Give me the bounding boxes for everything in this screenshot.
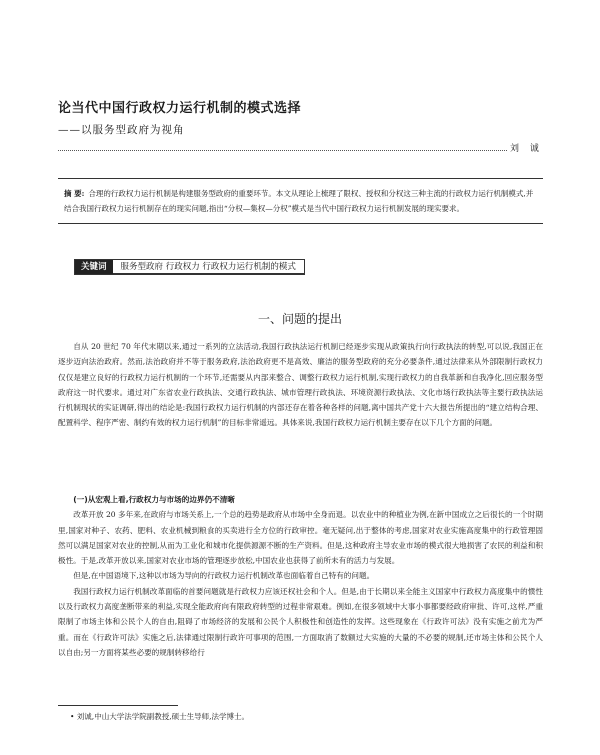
abstract-label: 摘 要: — [64, 189, 85, 198]
author-name: 刘 诚 — [508, 141, 545, 154]
section-heading: 一、问题的提出 — [257, 312, 342, 326]
paragraph: 我国行政权力运行机制改革面临的首要问题就是行政权力应该还权社会和个人。但是,由于长期以来全能主义国家中行政权力高度集中的惯性以及行政权力高度垄断带来的利益,实现全能政府向有限政府转型的过程非常艰难。例如,在很多领域中大事小事都要经政府审批、许可,这样,严重限制了市场主体和公民个人的自由,阻碍了市场经济的发展和公民个人积极性和创造性的发挥。这些现象在《行政许可法》没有实施之前尤为严重。而在《行政许可法》实施之后,法律通过限制行政许可事项的范围,一方面取消了数额过大实施的大量的不必要的规制,还市场主体和公民个人以自由;另一方面将某些必要的规制转移给行 — [58, 586, 543, 657]
paragraph: 但是,在中国语境下,这种以市场为导向的行政权力运行机制改革也面临着自己特有的问题。 — [73, 571, 375, 581]
keywords-bar — [74, 259, 305, 275]
footnote-divider — [58, 705, 178, 706]
paper-subtitle: ——以服务型政府为视角 — [58, 124, 185, 136]
dotted-divider — [58, 150, 543, 151]
abstract-text: 合理的行政权力运行机制是构建服务型政府的重要环节。本文从理论上梳理了限权、授权和分权这三种主流的行政权力运行机制模式,并结合我国行政权力运行机制存在的现实问题,指出“分权—集权—分权”模式是当代中国行政权力运行机制发展的现实要求。 — [64, 189, 534, 213]
body-text-block-2 — [58, 492, 543, 660]
paragraph: 改革开放 20 多年来,在政府与市场关系上,一个总的趋势是政府从市场中全身而退。以农业中的种植业为例,在新中国成立之后很长的一个时期里,国家对种子、农药、肥料、农业机械到粮食的买卖进行全方位的行政审控。毫无疑问,出于整体的考虑,国家对农业实施高度集中的行政管理固然可以满足国家对农业的控制,从而为工业化和城市化提供源源不断的生产资料。但是,这种政府主导农业市场的模式很大地损害了农民的利益和积极性。于是,改革开放以来,国家对农业市场的管理逐步放松,中国农业也获得了前所未有的活力与发展。 — [58, 510, 543, 566]
keywords-text: 服务型政府 行政权力 行政权力运行机制的模式 — [113, 260, 304, 274]
abstract-box — [58, 178, 543, 224]
paper-title: 论当代中国行政权力运行机制的模式选择 — [58, 101, 302, 116]
author-footnote: • 刘诚,中山大学法学院副教授,硕士生导师,法学博士。 — [70, 712, 249, 721]
body-text-block-1 — [58, 339, 543, 431]
paragraph: 自从 20 世纪 70 年代末期以来,通过一系列的立法活动,我国行政执法运行机制已经逐步实现从政策执行向行政执法的转型,可以说,我国正在逐步迈向法治政府。然而,法治政府并不等于服务政府,法治政府更不是高效、廉洁的服务型政府的充分必要条件,通过法律来从外部限制行政权力仅仅是建立良好的行政权力运行机制的一个环节,还需要从内部来整合、调整行政权力运行机制,实现行政权力的自我革新和自我净化,回应服务型政府这一时代要求。通过对广东省农业行政执法、交通行政执法、城市管理行政执法、环境资源行政执法、文化市场行政执法等主要行政执法运行机制现状的实证调研,得出的结论是:我国行政权力运行机制的内部还存在着各种各样的问题,离中国共产党十六大报告所提出的“建立结构合理、配置科学、程序严密、制约有效的权力运行机制”的目标非常遥远。具体来说,我国行政权力运行机制主要存在以下几个方面的问题。 — [58, 342, 543, 428]
subsection-heading: (一)从宏观上看,行政权力与市场的边界仍不清晰 — [73, 495, 235, 504]
keywords-label: 关键词 — [75, 260, 113, 274]
